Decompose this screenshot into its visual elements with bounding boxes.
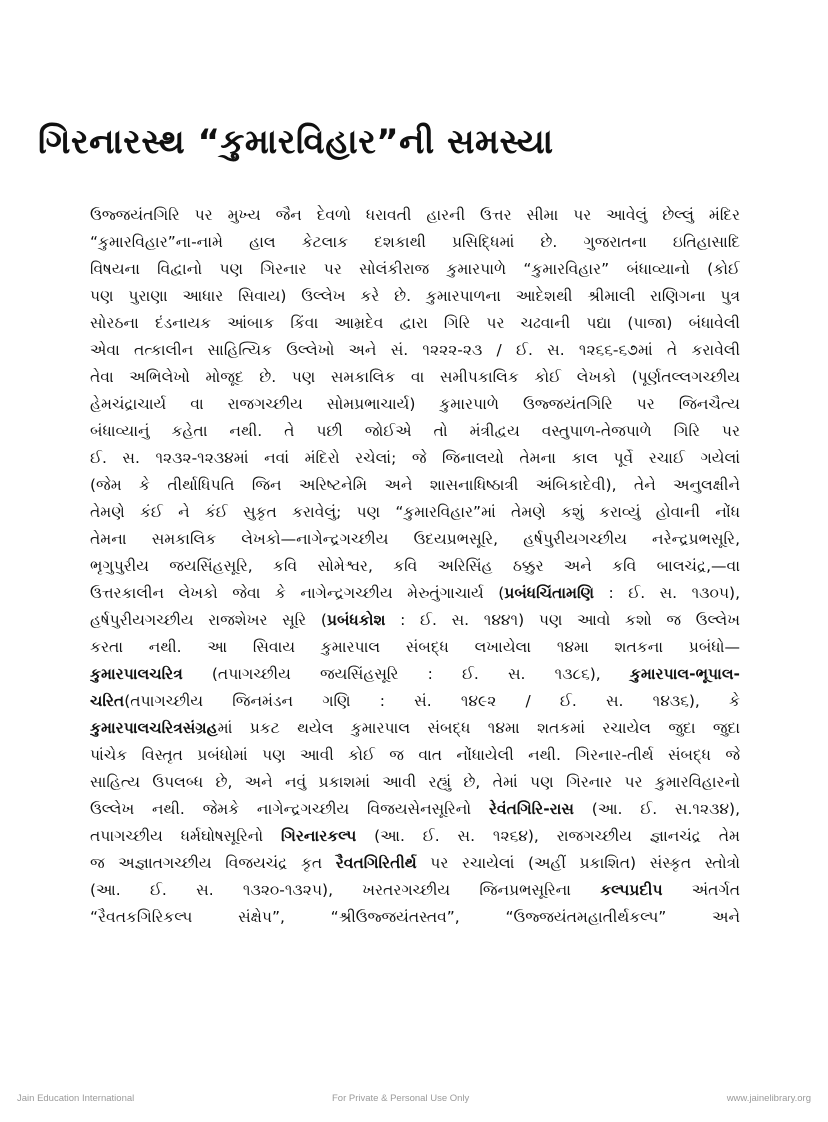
text-segment: ઉલ્લેખ નથી. જેમકે નાગેન્દ્રગચ્છીય વિજયસેનસૂરિનો xyxy=(90,800,489,818)
text-line xyxy=(90,283,740,310)
text-segment: ઉત્તરકાલીન લેખકો જેવા કે નાગેન્દ્રગચ્છીય મેરુતુંગાચાર્ય ( xyxy=(90,584,505,602)
text-line xyxy=(90,715,740,742)
text-segment: હેમચંદ્રાચાર્ય વા રાજગચ્છીય સોમપ્રભાચાર્ય) કુમારપાળે ઉજ્જયંતગિરિ પર જિનચૈત્ય xyxy=(90,395,740,413)
text-segment: (તપાગચ્છીય જયસિંહસૂરિ : ઈ. સ. ૧૩૮૬), xyxy=(182,665,630,683)
footer-usage-note: For Private & Personal Use Only xyxy=(332,1093,470,1104)
text-line xyxy=(90,904,740,931)
text-line xyxy=(90,499,740,526)
text-line xyxy=(90,661,740,688)
text-line xyxy=(90,634,740,661)
text-segment: : ઈ. સ. ૧૪૪૧) પણ આવો કશો જ ઉલ્લેખ xyxy=(385,611,740,629)
text-segment: પણ પુરાણા આધાર સિવાય) ઉલ્લેખ કરે છે. કુમારપાળના આદેશથી શ્રીમાલી રાણિગના પુત્ર xyxy=(90,287,740,305)
text-segment: પાંચેક વિસ્તૃત પ્રબંધોમાં પણ આવી કોઈ જ વાત નોંધાયેલી નથી. ગિરનાર-તીર્થ સંબદ્ધ જે xyxy=(90,746,740,764)
text-segment: (આ. ઈ. સ.૧૨૩૪), xyxy=(574,800,740,818)
text-line xyxy=(90,256,740,283)
bold-title-text: પ્રબંધચિંતામણિ xyxy=(504,584,595,602)
bold-title-text: ચરિત xyxy=(90,692,125,710)
text-segment: (તપાગચ્છીય જિનમંડન ગણિ : સં. ૧૪૯૨ / ઈ. સ. ૧૪૩૬), કે xyxy=(124,692,740,710)
text-line xyxy=(90,445,740,472)
text-line xyxy=(90,850,740,877)
bold-title-text: રૈવતગિરિતીર્થ xyxy=(335,854,417,872)
body-paragraph xyxy=(90,202,740,931)
text-line xyxy=(90,823,740,850)
text-line xyxy=(90,526,740,553)
text-line xyxy=(90,364,740,391)
text-line xyxy=(90,607,740,634)
text-segment: (જેમ કે તીર્થાધિપતિ જિન અરિષ્ટનેમિ અને શાસનાધિષ્ઠાત્રી અંબિકાદેવી), તેને અનુલક્ષીને xyxy=(90,476,740,494)
text-line xyxy=(90,391,740,418)
text-segment: વિષયના વિદ્વાનો પણ ગિરનાર પર સોલંકીરાજ કુમારપાળે “કુમારવિહાર” બંધાવ્યાનો (કોઈ xyxy=(90,260,740,278)
footer-publisher: Jain Education International xyxy=(17,1093,135,1104)
footer-website-link[interactable]: www.jainelibrary.org xyxy=(726,1093,811,1104)
text-line xyxy=(90,202,740,229)
page-title: ગિરનારસ્થ “કુમારવિહાર”ની સમસ્યા xyxy=(38,122,554,162)
page-footer xyxy=(0,1093,828,1113)
text-segment: કરતા નથી. આ સિવાય કુમારપાલ સંબદ્ધ લખાયેલા ૧૪મા શતકના પ્રબંધો— xyxy=(90,638,740,656)
bold-title-text: કલ્પપ્રદીપ xyxy=(600,881,663,899)
bold-title-text: પ્રબંધકોશ xyxy=(326,611,386,629)
text-segment: ઈ. સ. ૧૨૩૨-૧૨૩૪માં નવાં મંદિરો રચેલાં; જે જિનાલયો તેમના કાલ પૂર્વે રચાઈ ગયેલાં xyxy=(90,449,740,467)
bold-title-text: ગિરનારકલ્પ xyxy=(281,827,357,845)
text-segment: “રૈવતકગિરિકલ્પ સંક્ષેપ”, “શ્રીઉજ્જયંતસ્તવ”, “ઉજ્જયંતમહાતીર્થકલ્પ” અને xyxy=(90,908,740,926)
text-segment: (આ. ઈ. સ. ૧૩૨૦-૧૩૨૫), ખરતરગચ્છીય જિનપ્રભસૂરિના xyxy=(90,881,601,899)
text-line xyxy=(90,688,740,715)
text-segment: તપાગચ્છીય ધર્મઘોષસૂરિનો xyxy=(90,827,282,845)
text-segment: તેમના સમકાલિક લેખકો—નાગેન્દ્રગચ્છીય ઉદયપ્રભસૂરિ, હર્ષપુરીયગચ્છીય નરેન્દ્રપ્રભસૂરિ, xyxy=(90,530,740,548)
text-segment: ઉજ્જયંતગિરિ પર મુખ્ય જૈન દેવળો ધરાવતી હારની ઉત્તર સીમા પર આવેલું છેલ્લું મંદિર xyxy=(90,206,740,224)
text-segment: તેવા અભિલેખો મોજૂદ છે. પણ સમકાલિક વા સમીપકાલિક કોઈ લેખકો (પૂર્ણતલ્લગચ્છીય xyxy=(90,368,740,386)
text-segment: સોરઠના દંડનાયક આંબાક કિંવા આમ્રદેવ દ્વારા ગિરિ પર ચઢવાની પદ્યા (પાજા) બંધાવેલી xyxy=(90,314,740,332)
text-line xyxy=(90,742,740,769)
text-segment: તેમણે કંઈ ને કંઈ સુકૃત કરાવેલું; પણ “કુમારવિહાર”માં તેમણે કશું કરાવ્યું હોવાની નોંધ xyxy=(90,503,740,521)
text-segment: સાહિત્ય ઉપલબ્ધ છે, અને નવું પ્રકાશમાં આવી રહ્યું છે, તેમાં પણ ગિરનાર પર કુમારવિહારનો xyxy=(90,773,740,791)
text-segment: : ઈ. સ. ૧૩૦૫), xyxy=(594,584,740,602)
text-segment: ભૃગુપુરીય જયસિંહસૂરિ, કવિ સોમેશ્વર, કવિ અરિસિંહ ઠક્કુર અને કવિ બાલચંદ્ર,—વા xyxy=(90,557,740,575)
bold-title-text: કુમારપાલ-ભૂપાલ- xyxy=(629,665,740,683)
bold-title-text: કુમારપાલચરિત્રસંગ્રહ xyxy=(90,719,218,737)
bold-title-text: રેવંતગિરિ-રાસ xyxy=(488,800,574,818)
text-segment: બંધાવ્યાનું કહેતા નથી. તે પછી જોઈએ તો મંત્રીદ્વય વસ્તુપાળ-તેજપાળે ગિરિ પર xyxy=(90,422,740,440)
text-line xyxy=(90,769,740,796)
text-segment: જ અજ્ઞાતગચ્છીય વિજયચંદ્ર કૃત xyxy=(90,854,336,872)
text-line xyxy=(90,229,740,256)
text-line xyxy=(90,796,740,823)
text-line xyxy=(90,877,740,904)
text-line xyxy=(90,580,740,607)
text-line xyxy=(90,553,740,580)
text-segment: “કુમારવિહાર”ના-નામે હાલ કેટલાક દશકાથી પ્રસિદ્ધિમાં છે. ગુજરાતના ઇતિહાસાદિ xyxy=(90,233,740,251)
text-segment: હર્ષપુરીયગચ્છીય રાજશેખર સૂરિ ( xyxy=(90,611,327,629)
text-line xyxy=(90,310,740,337)
text-line xyxy=(90,472,740,499)
text-segment: પર રચાયેલાં (અહીં પ્રકાશિત) સંસ્કૃત સ્તોત્રો xyxy=(416,854,740,872)
text-segment: માં પ્રકટ થયેલ કુમારપાલ સંબદ્ધ ૧૪મા શતકમાં રચાયેલ જુદા જુદા xyxy=(217,719,740,737)
text-segment: (આ. ઈ. સ. ૧૨૬૪), રાજગચ્છીય જ્ઞાનચંદ્ર તેમ xyxy=(356,827,740,845)
text-segment: એવા તત્કાલીન સાહિત્યિક ઉલ્લેખો અને સં. ૧૨૨૨-૨૩ / ઈ. સ. ૧૨૬૬-૬૭માં તે કરાવેલી xyxy=(90,341,740,359)
text-segment: અંતર્ગત xyxy=(662,881,740,899)
bold-title-text: કુમારપાલચરિત્ર xyxy=(90,665,183,683)
text-line xyxy=(90,418,740,445)
text-line xyxy=(90,337,740,364)
